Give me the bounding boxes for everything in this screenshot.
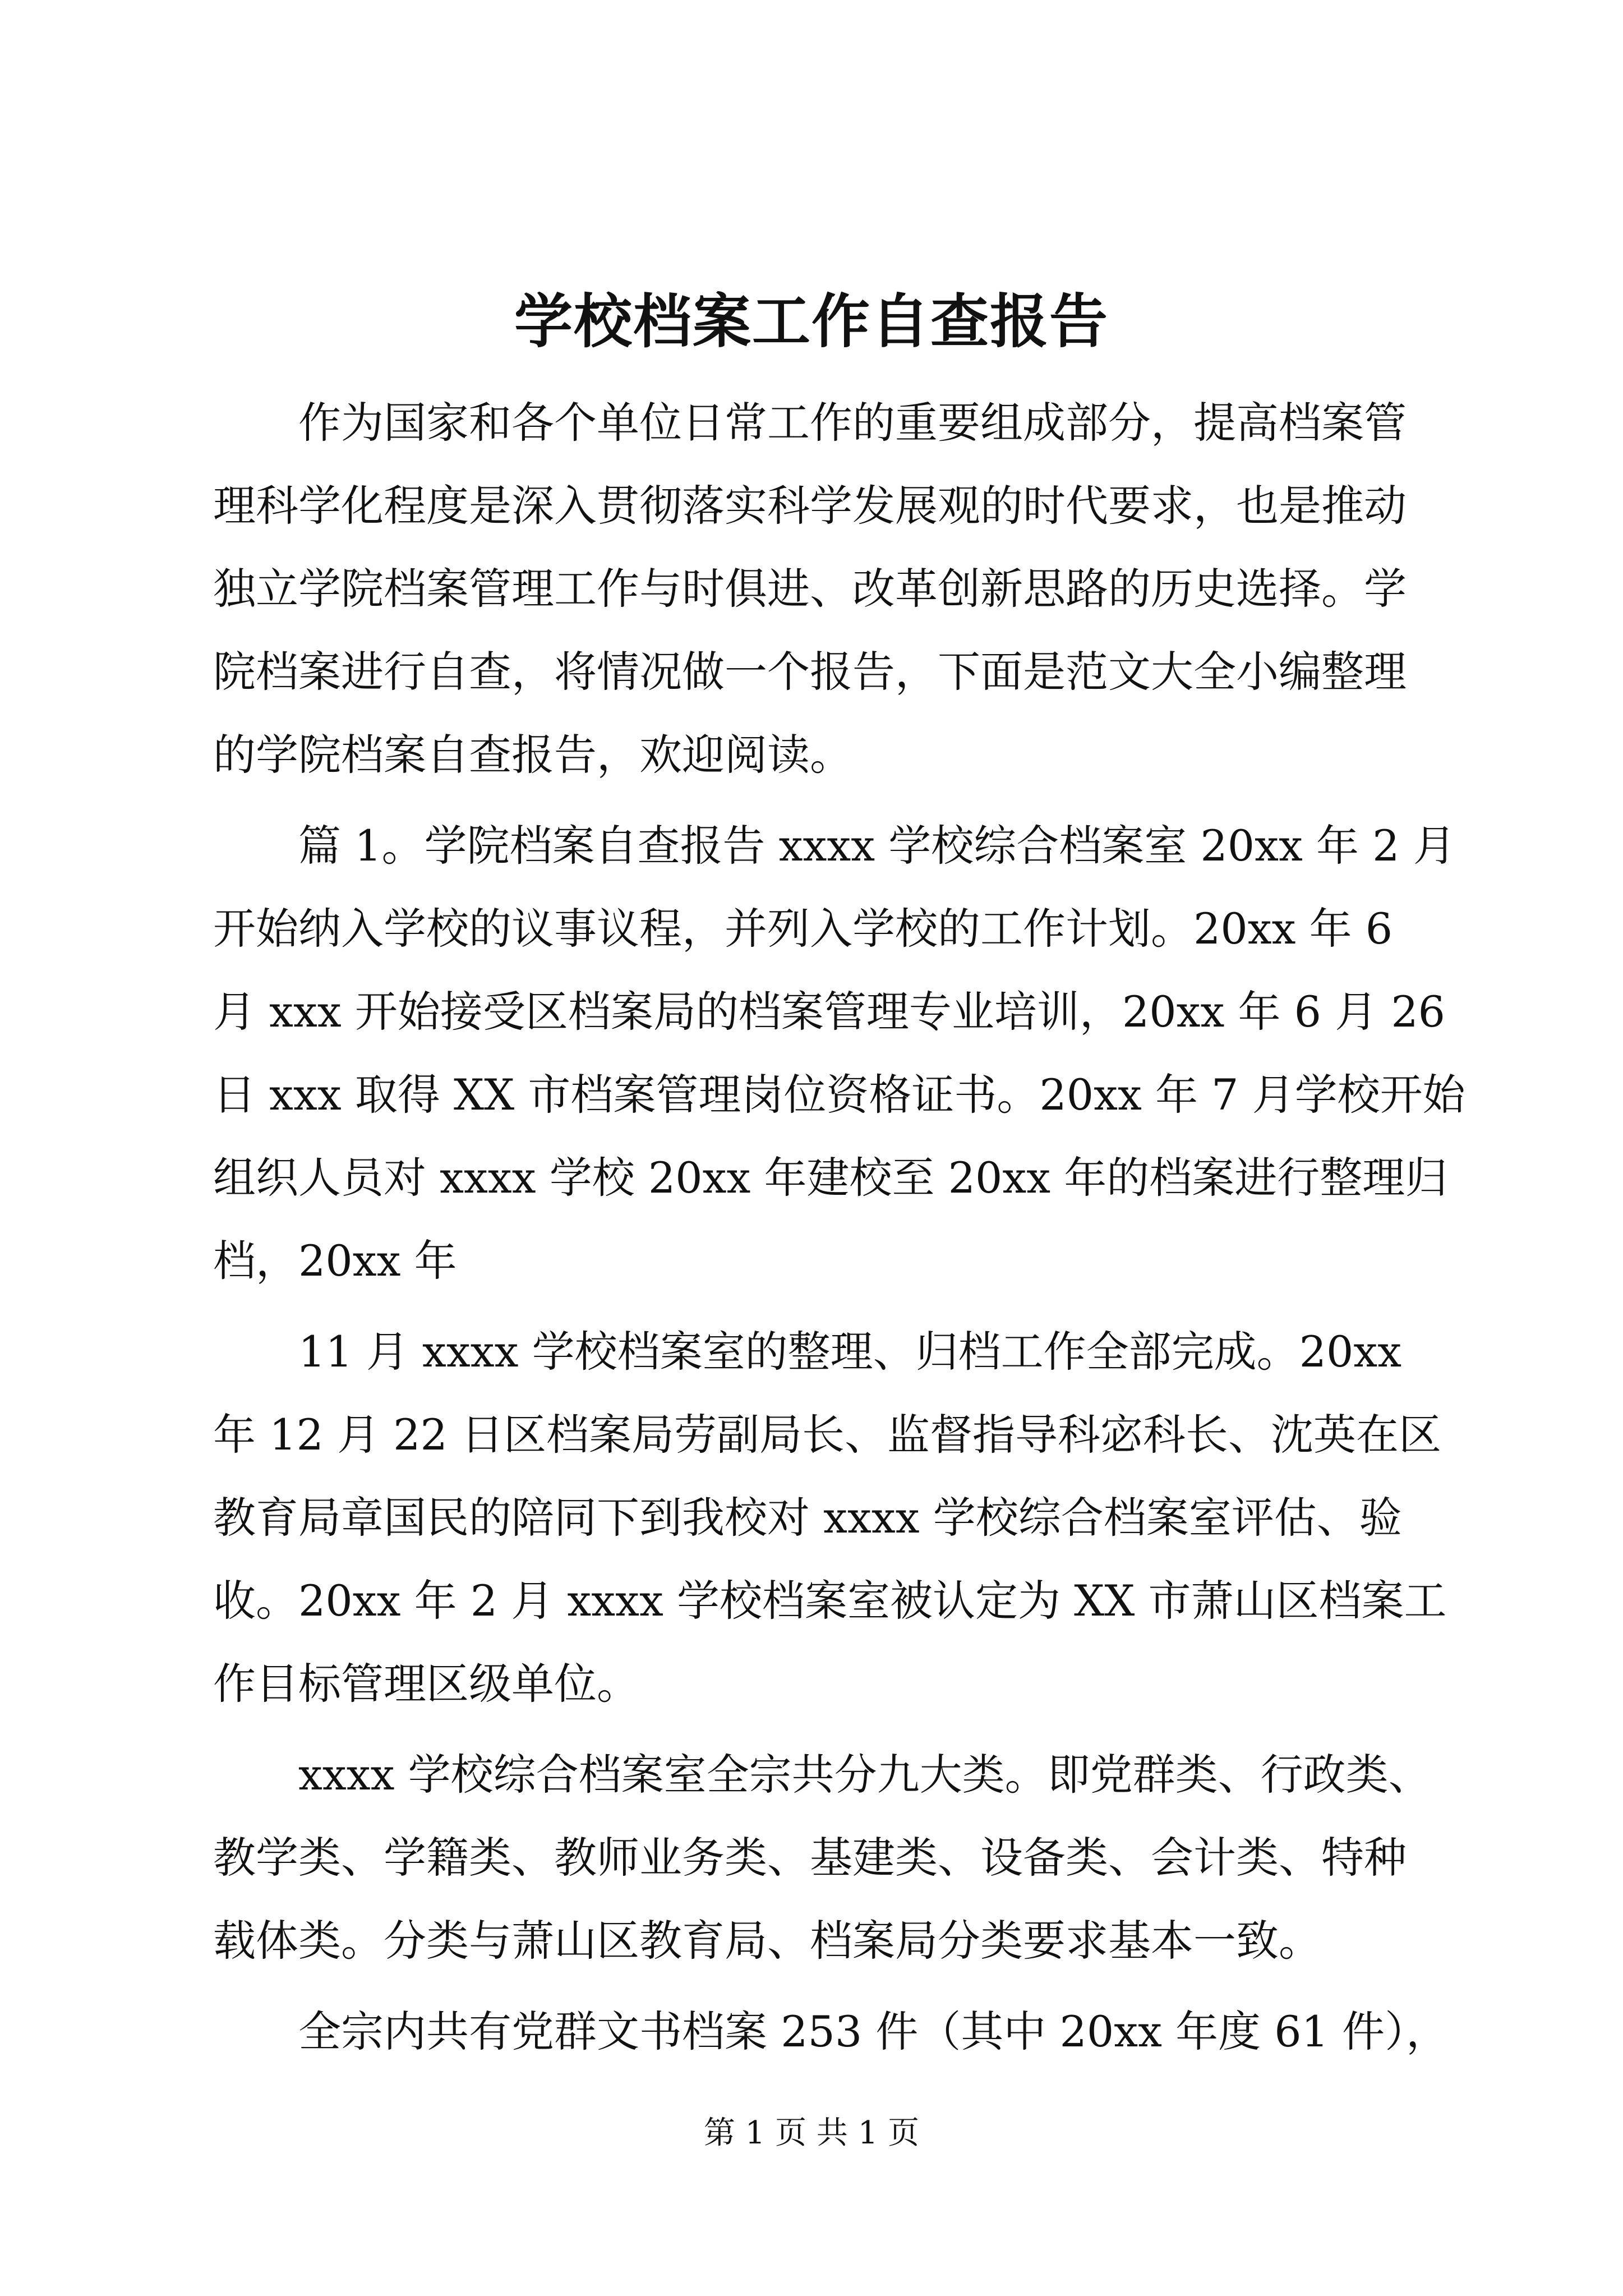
text-line: 教学类、学籍类、教师业务类、基建类、设备类、会计类、特种 [213,1833,1407,1883]
text-line: 院档案进行自查，将情况做一个报告，下面是范文大全小编整理 [213,647,1407,697]
paragraph-gap [213,1303,1436,1310]
text-line: 月 xxx 开始接受区档案局的档案管理专业培训，20xx 年 6 月 26 [213,987,1446,1037]
text-line: 篇 1。学院档案自查报告 xxxx 学校综合档案室 20xx 年 2 月 [298,821,1456,871]
text-line: 档，20xx 年 [213,1236,457,1286]
paragraph [213,1990,1449,2073]
text-line: 日 xxx 取得 XX 市档案管理岗位资格证书。20xx 年 7 月学校开始 [213,1070,1465,1120]
paragraph-gap [213,797,1436,804]
paragraph-gap [213,1982,1436,1990]
paragraph [213,1310,1447,1726]
paragraph [213,804,1465,1303]
paragraph-gap [213,1726,1436,1733]
text-line: 作为国家和各个单位日常工作的重要组成部分，提高档案管 [298,398,1407,448]
text-line: 理科学化程度是深入贯彻落实科学发展观的时代要求，也是推动 [213,481,1407,531]
document-body [213,381,1465,2073]
paragraph [213,1733,1436,1982]
text-line: 独立学院档案管理工作与时俱进、改革创新思路的历史选择。学 [213,564,1407,614]
text-line: 教育局章国民的陪同下到我校对 xxxx 学校综合档案室评估、验 [213,1493,1402,1543]
page-footer: 第 1 页 共 1 页 [703,2115,920,2151]
text-line: 收。20xx 年 2 月 xxxx 学校档案室被认定为 XX 市萧山区档案工 [213,1576,1447,1626]
text-line: xxxx 学校综合档案室全宗共分九大类。即党群类、行政类、 [298,1750,1431,1800]
text-line: 全宗内共有党群文书档案 253 件（其中 20xx 年度 61 件）， [298,2007,1449,2056]
text-line: 组织人员对 xxxx 学校 20xx 年建校至 20xx 年的档案进行整理归 [213,1153,1448,1203]
text-line: 的学院档案自查报告，欢迎阅读。 [213,730,852,780]
document-title: 学校档案工作自查报告 [514,287,1109,356]
text-line: 载体类。分类与萧山区教育局、档案局分类要求基本一致。 [213,1916,1321,1966]
paragraph [213,381,1436,797]
text-line: 开始纳入学校的议事议程，并列入学校的工作计划。20xx 年 6 [213,904,1393,954]
text-line: 年 12 月 22 日区档案局劳副局长、监督指导科宓科长、沈英在区 [213,1410,1442,1460]
text-line: 11 月 xxxx 学校档案室的整理、归档工作全部完成。20xx [298,1327,1402,1377]
text-line: 作目标管理区级单位。 [213,1659,639,1709]
